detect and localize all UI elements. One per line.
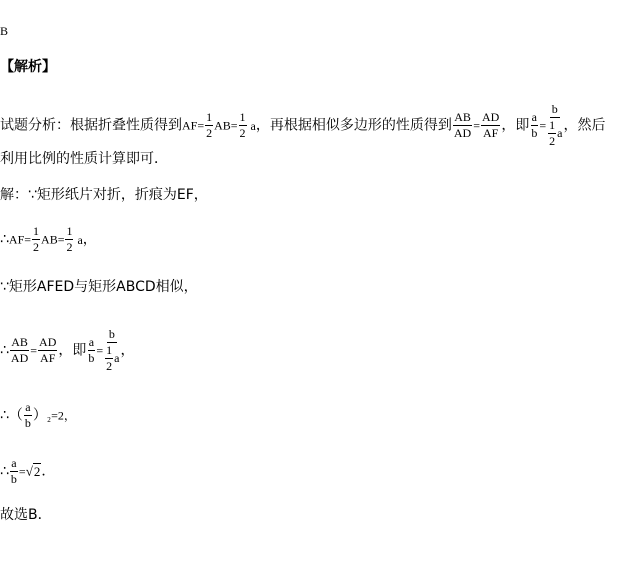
- fraction-numerator: b: [551, 102, 558, 116]
- af-label: AF=: [8, 232, 32, 247]
- fraction-numerator: a: [531, 110, 537, 124]
- fraction-numerator: a: [88, 335, 95, 349]
- fraction-half-3: [548, 118, 556, 149]
- solution-line-6: [0, 456, 55, 487]
- analysis-line-2: 利用比例的性质计算即可．: [0, 151, 168, 167]
- var-a: a: [114, 351, 120, 365]
- fraction-a-b: [530, 110, 538, 141]
- paren-open: （: [8, 407, 23, 424]
- fraction-numerator: 1: [66, 224, 73, 238]
- fraction-ab-ad-2: [10, 335, 29, 366]
- fraction-numerator: AB: [454, 110, 471, 124]
- fraction-numerator: 1: [33, 224, 40, 238]
- fraction-numerator: 1: [206, 110, 213, 124]
- radicand: 2: [33, 463, 41, 479]
- fraction-ad-af: [481, 110, 500, 141]
- therefore-symbol: ∴: [0, 342, 9, 359]
- ji-text: ，即: [58, 342, 87, 359]
- therefore-symbol: ∴: [0, 407, 9, 424]
- fraction-denominator: b: [24, 416, 31, 430]
- fraction-ab-ad: [453, 110, 472, 141]
- radical-sign: √: [25, 463, 33, 479]
- fraction-b-over-half-a-2: [104, 327, 119, 374]
- ab-label: AB=: [41, 232, 65, 247]
- fraction-a-b-3: [24, 400, 32, 431]
- therefore-symbol: ∴: [0, 463, 9, 480]
- comma: ，: [82, 231, 97, 248]
- var-a: a: [557, 126, 563, 140]
- fraction-a-b-2: [87, 335, 95, 366]
- equals-sign: =: [30, 343, 38, 358]
- fraction-denominator: 2: [206, 126, 213, 140]
- fraction-half-5: [65, 224, 73, 255]
- fraction-numerator: AB: [11, 335, 28, 349]
- fraction-b-over-half-a: [547, 102, 562, 149]
- fraction-denominator: 2: [549, 134, 556, 148]
- fraction-denominator: b: [531, 126, 538, 140]
- fraction-denominator: AD: [10, 351, 29, 365]
- sqrt-two: [26, 463, 42, 479]
- fraction-numerator: b: [108, 327, 115, 341]
- fraction-denominator: b: [10, 472, 17, 486]
- analysis-text-1: 试题分析：根据折叠性质得到: [0, 117, 182, 134]
- equals-sign: =: [18, 464, 26, 479]
- section-heading: 【解析】: [0, 59, 56, 75]
- fraction-denominator: 2: [33, 240, 40, 254]
- af-label: AF=: [182, 118, 205, 133]
- fraction-denominator: 2: [239, 126, 246, 140]
- square-equals-two: ₂=2，: [46, 408, 76, 423]
- final-answer-line: 故选B．: [0, 507, 52, 523]
- period: ．: [41, 463, 56, 480]
- fraction-numerator: 1: [239, 110, 246, 124]
- fraction-denominator: b: [88, 351, 95, 365]
- fraction-denominator: AD: [453, 126, 472, 140]
- fraction-denominator: 2: [66, 240, 73, 254]
- analysis-line-1: [0, 102, 605, 149]
- solution-line-1: 解：∵矩形纸片对折，折痕为EF，: [0, 187, 208, 203]
- answer-letter: B: [0, 24, 9, 38]
- fraction-denominator: AF: [483, 126, 499, 140]
- fraction-ad-af-2: [38, 335, 57, 366]
- equals-sign: =: [473, 118, 480, 133]
- paren-close: ）: [32, 407, 47, 424]
- fraction-denominator: [104, 343, 119, 374]
- fraction-numerator: a: [11, 456, 17, 470]
- fraction-numerator: a: [25, 400, 31, 414]
- fraction-numerator: AD: [39, 335, 57, 349]
- solution-line-5: [0, 400, 76, 431]
- analysis-text-4: ，然后: [563, 117, 606, 134]
- comma: ，: [120, 342, 135, 359]
- fraction-half-6: [105, 343, 113, 374]
- fraction-a-b-4: [10, 456, 18, 487]
- solution-line-4: [0, 327, 135, 374]
- analysis-text-3: ，即: [501, 117, 530, 134]
- fraction-numerator: 1: [549, 118, 556, 132]
- analysis-text-2: ，再根据相似多边形的性质得到: [255, 117, 452, 134]
- var-a: a: [77, 232, 83, 247]
- fraction-half-1: [205, 110, 213, 141]
- fraction-denominator: AF: [40, 351, 56, 365]
- var-a: a: [250, 118, 256, 133]
- solution-line-3: ∵矩形AFED与矩形ABCD相似，: [0, 279, 198, 295]
- fraction-half-2: [239, 110, 247, 141]
- fraction-numerator: 1: [106, 343, 113, 357]
- equals-sign: =: [539, 118, 547, 133]
- fraction-denominator: 2: [106, 359, 113, 373]
- fraction-numerator: AD: [482, 110, 500, 124]
- equals-sign: =: [96, 343, 104, 358]
- fraction-denominator: [547, 118, 562, 149]
- ab-label: AB=: [214, 118, 238, 133]
- fraction-half-4: [32, 224, 40, 255]
- solution-line-2: [0, 224, 97, 255]
- therefore-symbol: ∴: [0, 231, 9, 248]
